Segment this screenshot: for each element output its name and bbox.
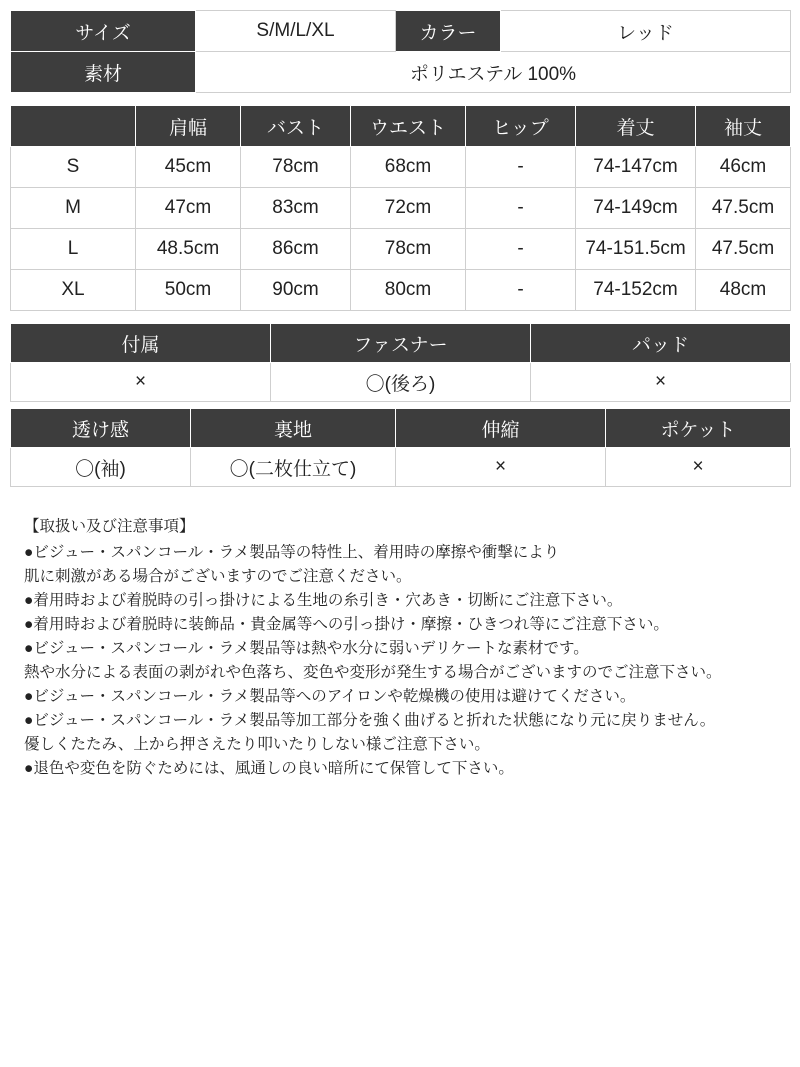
care-note-line: ●着用時および着脱時に装飾品・貴金属等への引っ掛け・摩擦・ひきつれ等にご注意下さい。 [24,616,669,634]
col-shoulder: 肩幅 [136,106,241,147]
row-size-xl: XL [11,270,136,311]
table-row [11,147,791,188]
color-value: レッド [501,11,791,52]
col-hip: ヒップ [466,106,576,147]
care-note-line: 肌に刺激がある場合がございますのでご注意ください。 [24,568,412,586]
care-notes-title: 【取扱い及び注意事項】 [24,518,195,535]
cell-m-waist: 72cm [351,188,466,229]
size-chart-table [10,105,791,311]
spacer [10,311,790,323]
cell-l-sleeve: 47.5cm [696,229,791,270]
cell-m-bust: 83cm [241,188,351,229]
size-label: サイズ [11,11,196,52]
cell-xl-shoulder: 50cm [136,270,241,311]
col-length: 着丈 [576,106,696,147]
table-row [11,188,791,229]
care-note-line: ●ビジュー・スパンコール・ラメ製品等へのアイロンや乾燥機の使用は避けてください。 [24,688,636,706]
cell-m-length: 74-149cm [576,188,696,229]
cell-m-shoulder: 47cm [136,188,241,229]
cell-xl-hip: - [466,270,576,311]
row-size-s: S [11,147,136,188]
care-note-line: 熱や水分による表面の剥がれや色落ち、変色や変形が発生する場合がございますのでご注意下さい。 [24,664,722,682]
material-label: 素材 [11,52,196,93]
cell-l-shoulder: 48.5cm [136,229,241,270]
attr-value-pocket: × [606,448,791,487]
table-row [11,448,791,487]
cell-s-sleeve: 46cm [696,147,791,188]
cell-l-length: 74-151.5cm [576,229,696,270]
cell-l-hip: - [466,229,576,270]
cell-xl-bust: 90cm [241,270,351,311]
attr-value-pad: × [531,363,791,402]
attr-label-pocket: ポケット [606,409,791,448]
cell-xl-waist: 80cm [351,270,466,311]
attr-value-lining: 〇(二枚仕立て) [191,448,396,487]
table-row [11,52,791,93]
table-row [11,270,791,311]
care-note-line: ●着用時および着脱時の引っ掛けによる生地の糸引き・穴あき・切断にご注意下さい。 [24,592,623,610]
care-notes [10,515,790,781]
table-row [11,11,791,52]
care-note-line: ●退色や変色を防ぐためには、風通しの良い暗所にて保管して下さい。 [24,760,514,778]
cell-l-bust: 86cm [241,229,351,270]
care-note-line: ●ビジュー・スパンコール・ラメ製品等の特性上、着用時の摩擦や衝撃により [24,544,560,562]
attr-value-accessory: × [11,363,271,402]
col-waist: ウエスト [351,106,466,147]
size-value: S/M/L/XL [196,11,396,52]
attr-label-lining: 裏地 [191,409,396,448]
cell-m-hip: - [466,188,576,229]
care-note-line: 優しくたたみ、上から押さえたり叩いたりしない様ご注意下さい。 [24,736,490,754]
cell-s-hip: - [466,147,576,188]
col-bust: バスト [241,106,351,147]
size-chart-corner [11,106,136,147]
attr-label-zipper: ファスナー [271,324,531,363]
cell-xl-sleeve: 48cm [696,270,791,311]
attr-value-zipper: 〇(後ろ) [271,363,531,402]
table-row [11,363,791,402]
color-label: カラー [396,11,501,52]
cell-s-length: 74-147cm [576,147,696,188]
care-note-line: ●ビジュー・スパンコール・ラメ製品等は熱や水分に弱いデリケートな素材です。 [24,640,589,658]
attribute-table-1 [10,323,791,402]
cell-s-bust: 78cm [241,147,351,188]
row-size-l: L [11,229,136,270]
cell-s-shoulder: 45cm [136,147,241,188]
table-header-row [11,409,791,448]
attr-label-sheer: 透け感 [11,409,191,448]
attr-label-pad: パッド [531,324,791,363]
spacer [10,93,790,105]
attr-value-stretch: × [396,448,606,487]
material-value: ポリエステル 100% [196,52,791,93]
attribute-table-2 [10,408,791,487]
col-sleeve: 袖丈 [696,106,791,147]
table-header-row [11,106,791,147]
cell-xl-length: 74-152cm [576,270,696,311]
cell-s-waist: 68cm [351,147,466,188]
attr-value-sheer: 〇(袖) [11,448,191,487]
attr-label-stretch: 伸縮 [396,409,606,448]
table-header-row [11,324,791,363]
cell-m-sleeve: 47.5cm [696,188,791,229]
care-note-line: ●ビジュー・スパンコール・ラメ製品等加工部分を強く曲げると折れた状態になり元に戻りません。 [24,712,716,730]
attr-label-accessory: 付属 [11,324,271,363]
basic-info-table [10,10,791,93]
table-row [11,229,791,270]
cell-l-waist: 78cm [351,229,466,270]
row-size-m: M [11,188,136,229]
